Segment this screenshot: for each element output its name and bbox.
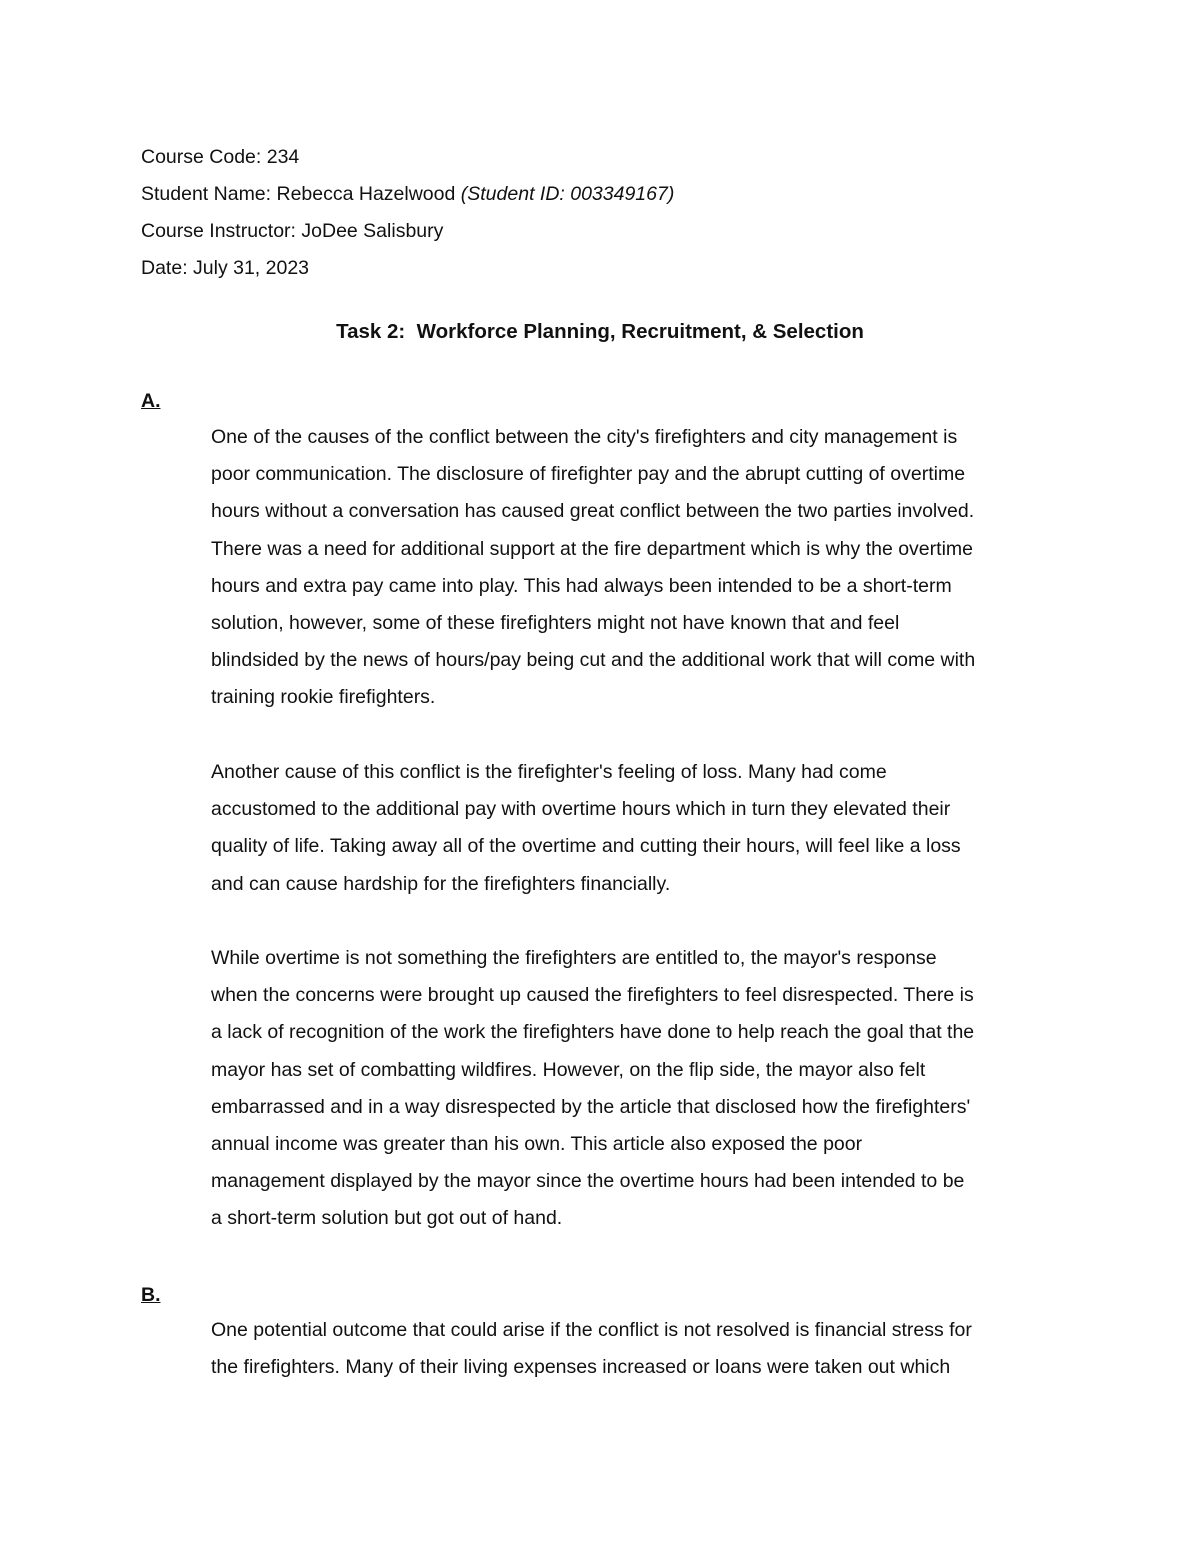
student-name: Student Name: Rebecca Hazelwood	[141, 183, 461, 205]
section-a-paragraph-1	[211, 419, 1071, 717]
document-header	[141, 139, 674, 287]
course-instructor: Course Instructor: JoDee Salisbury	[141, 220, 444, 242]
paragraph-line: One potential outcome that could arise if the conflict is not resolved is financial stress for	[211, 1319, 972, 1341]
section-a-paragraph-3	[211, 940, 1071, 1238]
paragraph-line: accustomed to the additional pay with overtime hours which in turn they elevated their	[211, 798, 951, 821]
paragraph-line: hours and extra pay came into play. This had always been intended to be a short-term	[211, 574, 952, 597]
course-code: Course Code: 234	[141, 146, 300, 168]
paragraph-line: and can cause hardship for the firefighters financially.	[211, 872, 671, 895]
date: Date: July 31, 2023	[141, 257, 310, 279]
student-name-line	[141, 176, 674, 213]
section-b-paragraph-1	[211, 1312, 1071, 1386]
paragraph-line: when the concerns were brought up caused the firefighters to feel disrespected. There is	[211, 984, 974, 1007]
paragraph-line: While overtime is not something the firefighters are entitled to, the mayor's response	[211, 947, 937, 969]
document-title: Task 2: Workforce Planning, Recruitment, & Selection	[336, 320, 864, 343]
paragraph-line: hours without a conversation has caused great conflict between the two parties involved.	[211, 500, 975, 523]
paragraph-line: a short-term solution but got out of hand.	[211, 1207, 563, 1230]
paragraph-line: blindsided by the news of hours/pay being cut and the additional work that will come with	[211, 649, 976, 672]
paragraph-line: quality of life. Taking away all of the overtime and cutting their hours, will feel like a loss	[211, 835, 961, 858]
paragraph-line: embarrassed and in a way disrespected by the article that disclosed how the firefighters'	[211, 1095, 971, 1118]
paragraph-line: training rookie firefighters.	[211, 686, 436, 709]
section-a-heading: A.	[141, 390, 161, 412]
paragraph-line: annual income was greater than his own. This article also exposed the poor	[211, 1133, 863, 1156]
paragraph-line: Another cause of this conflict is the firefighter's feeling of loss. Many had come	[211, 761, 887, 783]
paragraph-line: One of the causes of the conflict between the city's firefighters and city management is	[211, 426, 958, 448]
paragraph-line: management displayed by the mayor since the overtime hours had been intended to be	[211, 1170, 965, 1193]
paragraph-line: mayor has set of combatting wildfires. However, on the flip side, the mayor also felt	[211, 1058, 926, 1081]
student-id: (Student ID: 003349167)	[460, 183, 675, 205]
paragraph-line: solution, however, some of these firefighters might not have known that and feel	[211, 612, 900, 635]
section-a-paragraph-2	[211, 754, 1071, 903]
paragraph-line: poor communication. The disclosure of firefighter pay and the abrupt cutting of overtime	[211, 463, 966, 486]
section-b-heading: B.	[141, 1284, 161, 1306]
paragraph-line: a lack of recognition of the work the firefighters have done to help reach the goal that the	[211, 1021, 975, 1044]
paragraph-line: the firefighters. Many of their living expenses increased or loans were taken out which	[211, 1356, 951, 1379]
paragraph-line: There was a need for additional support at the fire department which is why the overtime	[211, 537, 973, 560]
